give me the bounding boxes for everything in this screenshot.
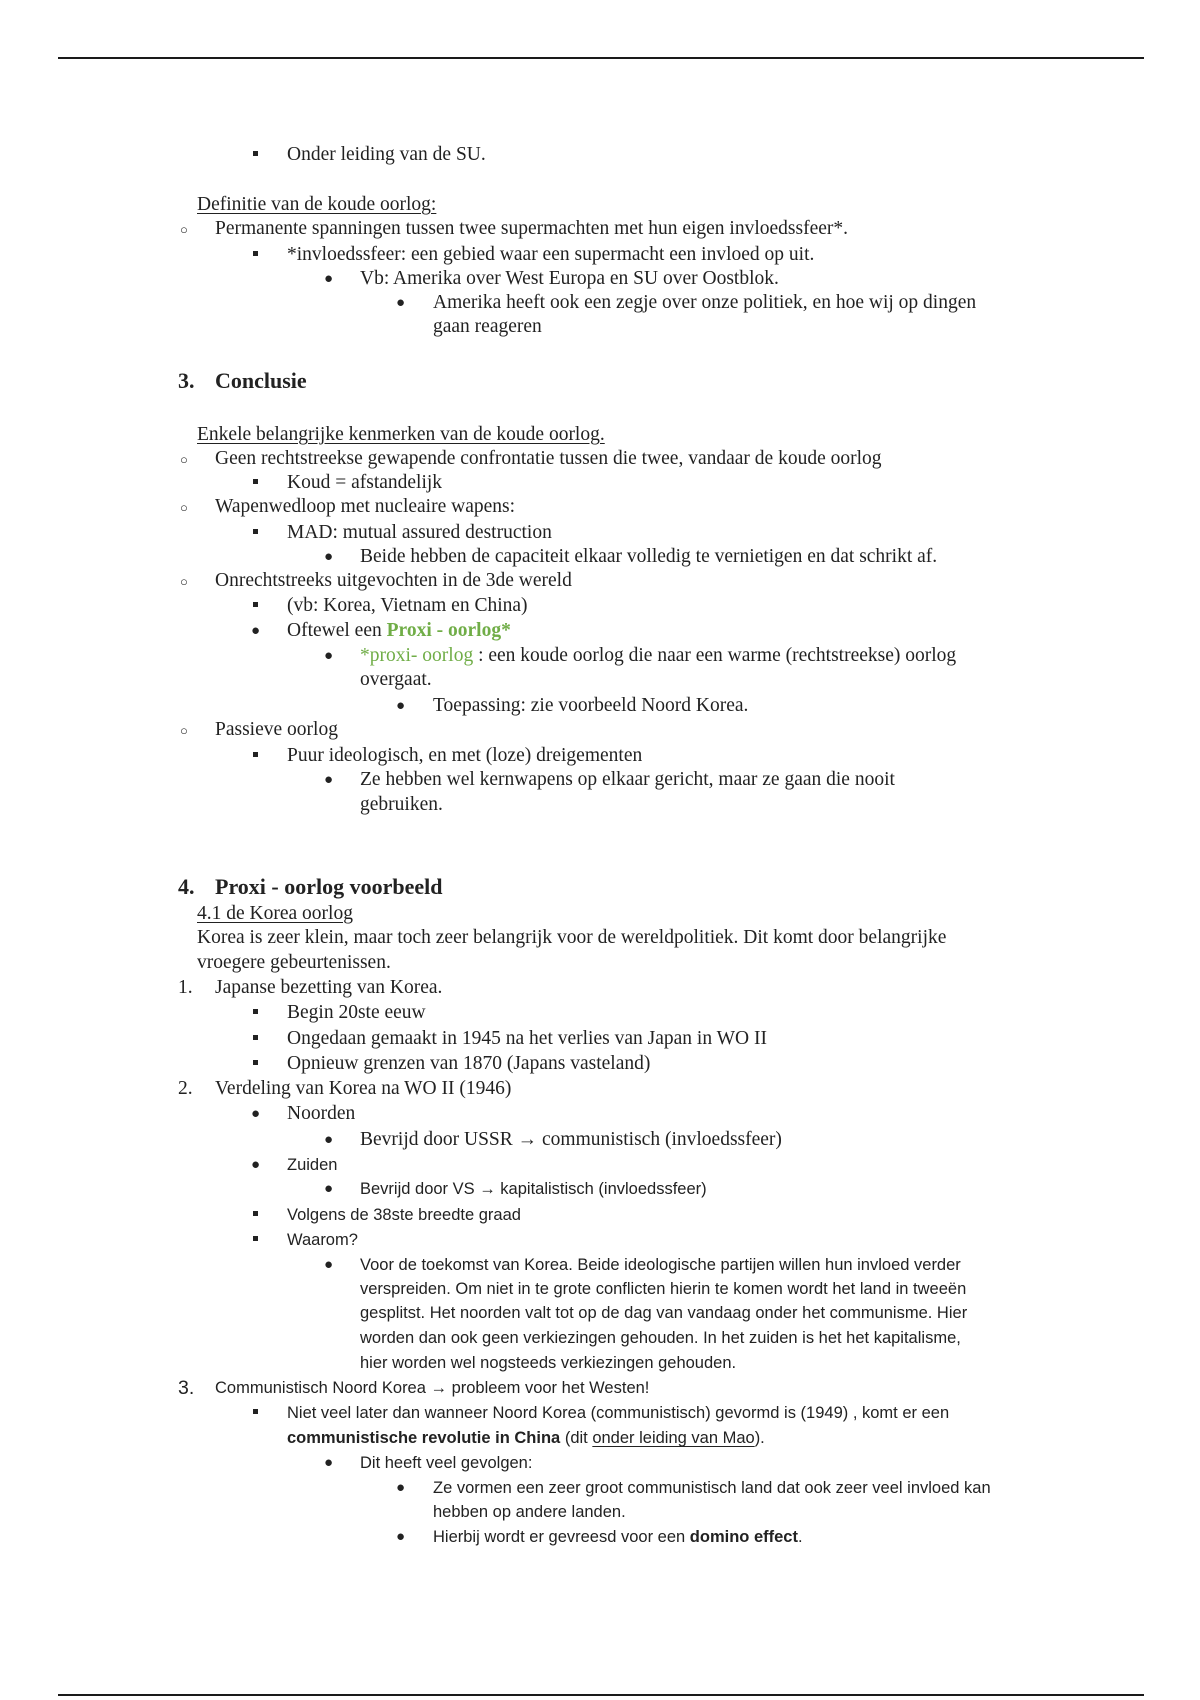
square-bullet-icon (253, 594, 258, 618)
text-line: Zuiden (287, 1156, 338, 1174)
dot-bullet-icon: ● (324, 1132, 334, 1148)
text-line: Toepassing: zie voorbeeld Noord Korea. (433, 695, 749, 716)
subsection-heading: 4.1 de Korea oorlog (197, 903, 353, 924)
text-line: Permanente spanningen tussen twee supermachten met hun eigen invloedssfeer*. (215, 218, 849, 239)
text-line: Voor de toekomst van Korea. Beide ideologische partijen willen hun invloed verder (360, 1256, 961, 1274)
text-line: gaan reageren (433, 316, 542, 337)
dot-bullet-icon: ● (396, 1480, 406, 1496)
text-line: verspreiden. Om niet in te grote conflicten hierin te komen wordt het land in tweeën (360, 1280, 967, 1298)
text-line: Oftewel een Proxi - oorlog* (287, 620, 511, 641)
square-bullet-icon (253, 744, 258, 768)
square-bullet-icon (253, 1027, 258, 1051)
dot-bullet-icon: ● (396, 1529, 406, 1545)
dot-bullet-icon: ● (324, 648, 334, 664)
square-bullet-icon (253, 471, 258, 495)
text-line: *invloedssfeer: een gebied waar een supermacht een invloed op uit. (287, 244, 815, 265)
square-bullet-icon (253, 1228, 258, 1252)
text-line: Passieve oorlog (215, 719, 338, 740)
dot-bullet-icon: ● (251, 623, 261, 639)
circle-bullet-icon: ○ (180, 500, 188, 515)
list-number: 2. (178, 1078, 193, 1099)
dot-bullet-icon: ● (251, 1106, 261, 1122)
dot-bullet-icon: ● (324, 1181, 334, 1197)
text-line: Onrechtstreeks uitgevochten in de 3de wereld (215, 570, 572, 591)
text-line: gebruiken. (360, 794, 443, 815)
square-bullet-icon (253, 1001, 258, 1025)
square-bullet-icon (253, 1401, 258, 1425)
text-line: *proxi- oorlog : een koude oorlog die naar een warme (rechtstreekse) oorlog (360, 645, 957, 666)
circle-bullet-icon: ○ (180, 222, 188, 237)
section-number: 4. (178, 874, 195, 899)
section-number: 3. (178, 368, 195, 393)
dot-bullet-icon: ● (324, 1257, 334, 1273)
square-bullet-icon (253, 521, 258, 545)
dot-bullet-icon: ● (324, 772, 334, 788)
section-heading-proxi: Proxi - oorlog voorbeeld (215, 874, 443, 899)
dot-bullet-icon: ● (324, 549, 334, 565)
square-bullet-icon (253, 1203, 258, 1227)
text-line: Japanse bezetting van Korea. (215, 977, 443, 998)
text-line: Ongedaan gemaakt in 1945 na het verlies van Japan in WO II (287, 1028, 767, 1049)
dot-bullet-icon: ● (324, 271, 334, 287)
text-line: Bevrijd door USSR → communistisch (invloedssfeer) (360, 1129, 782, 1150)
subheading-definition: Definitie van de koude oorlog: (197, 194, 437, 215)
text-line: hebben op andere landen. (433, 1503, 626, 1521)
header-rule (58, 57, 1144, 59)
circle-bullet-icon: ○ (180, 723, 188, 738)
text-line: Wapenwedloop met nucleaire wapens: (215, 496, 516, 517)
text-line: overgaat. (360, 669, 432, 690)
text-line: Koud = afstandelijk (287, 472, 443, 493)
subheading-kenmerken: Enkele belangrijke kenmerken van de koude oorlog. (197, 424, 605, 445)
square-bullet-icon (253, 143, 258, 167)
text-line: gesplitst. Het noorden valt tot op de dag van vandaag onder het communisme. Hier (360, 1304, 968, 1322)
text-line: hier worden wel nogsteeds verkiezingen gehouden. (360, 1354, 737, 1372)
text-line: Begin 20ste eeuw (287, 1002, 426, 1023)
text-line: Dit heeft veel gevolgen: (360, 1454, 533, 1472)
dot-bullet-icon: ● (396, 295, 406, 311)
text-line: Puur ideologisch, en met (loze) dreigementen (287, 745, 643, 766)
text-line: Ze vormen een zeer groot communistisch land dat ook zeer veel invloed kan (433, 1479, 991, 1497)
text-line: Beide hebben de capaciteit elkaar volledig te vernietigen en dat schrikt af. (360, 546, 938, 567)
text-line: Vb: Amerika over West Europa en SU over Oostblok. (360, 268, 779, 289)
text-line: Amerika heeft ook een zegje over onze politiek, en hoe wij op dingen (433, 292, 977, 313)
dot-bullet-icon: ● (396, 698, 406, 714)
text-line: MAD: mutual assured destruction (287, 522, 552, 543)
text-line: Volgens de 38ste breedte graad (287, 1206, 521, 1224)
list-number: 3. (178, 1377, 195, 1399)
footer-rule (58, 1694, 1144, 1696)
text-line: Onder leiding van de SU. (287, 144, 486, 165)
text-line: Niet veel later dan wanneer Noord Korea (communistisch) gevormd is (1949) , komt er een (287, 1404, 950, 1422)
text-line: Waarom? (287, 1231, 358, 1249)
dot-bullet-icon: ● (324, 1455, 334, 1471)
text-line: Opnieuw grenzen van 1870 (Japans vasteland) (287, 1053, 651, 1074)
text-line: Communistisch Noord Korea → probleem voor het Westen! (215, 1379, 650, 1397)
list-number: 1. (178, 977, 193, 998)
text-line: Verdeling van Korea na WO II (1946) (215, 1078, 512, 1099)
text-line: Bevrijd door VS → kapitalistisch (invloedssfeer) (360, 1180, 707, 1198)
circle-bullet-icon: ○ (180, 452, 188, 467)
section-heading-conclusie: Conclusie (215, 368, 307, 393)
circle-bullet-icon: ○ (180, 574, 188, 589)
text-line: worden dan ook geen verkiezingen gehouden. In het zuiden is het het kapitalisme, (360, 1329, 961, 1347)
square-bullet-icon (253, 243, 258, 267)
text-line: (vb: Korea, Vietnam en China) (287, 595, 528, 616)
text-line: Hierbij wordt er gevreesd voor een domino effect. (433, 1528, 803, 1546)
text-line: Noorden (287, 1103, 356, 1124)
dot-bullet-icon: ● (251, 1157, 261, 1173)
text-line: vroegere gebeurtenissen. (197, 952, 391, 973)
square-bullet-icon (253, 1052, 258, 1076)
text-line: Ze hebben wel kernwapens op elkaar gericht, maar ze gaan die nooit (360, 769, 895, 790)
text-line: Geen rechtstreekse gewapende confrontatie tussen die twee, vandaar de koude oorlog (215, 448, 882, 469)
text-line: Korea is zeer klein, maar toch zeer belangrijk voor de wereldpolitiek. Dit komt door belangrijke (197, 927, 947, 948)
text-line: communistische revolutie in China (dit onder leiding van Mao). (287, 1429, 765, 1447)
